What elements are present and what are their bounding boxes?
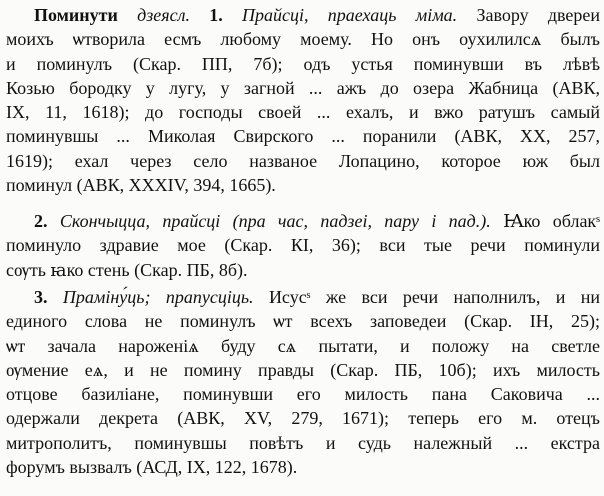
sense-3-number: 3.	[34, 287, 48, 307]
sense-1-text-line-7: поминул (АВК, XXXIV, 394, 1665).	[6, 175, 276, 196]
sense-1-gloss: Прайсці, праехаць міма.	[242, 5, 458, 25]
sense-1-number: 1.	[209, 5, 223, 25]
sense-1-text-line-0: Завору двереи	[457, 5, 601, 25]
sense-1-text-line-1: моихъ ѡтворила есмъ любому моему. Но онъ оухилилсѧ былъ	[6, 29, 600, 50]
sense-3-first-line	[6, 285, 600, 309]
sense-1-text-line-5: поминувшы ... Миколая Свирского ... поранили (АВК, XX, 257,	[6, 126, 600, 147]
sense-2-text-line-0: Ꙗко облакˢ	[490, 211, 600, 231]
sense-3-text-line-7: форумъ вызвалъ (АСД, IX, 122, 1678).	[6, 457, 298, 478]
sense-3-text-line-2: ѡт зачала нароженіѧ буду сѧ пытати, и положу на светле	[6, 335, 600, 356]
sense-1-text-line-4: IX, 11, 1618); до господы своей ... ехалъ, и вжо ратушъ самый	[6, 102, 600, 123]
sense-3-text-line-1: единого слова не поминулъ ѡт всехъ заповедеи (Скар. ІН, 25);	[6, 311, 600, 332]
part-of-speech: дзеясл.	[137, 5, 190, 25]
sense-3-text-line-0: Исусˢ же вси речи наполнилъ, и ни	[253, 287, 600, 307]
sense-3-text-line-4: отцове базиліане, поминувши его милость пана Саковича ...	[6, 384, 600, 405]
sense-3-text-line-5: одержали декрета (АВК, XV, 279, 1671); теперь его м. отецъ	[6, 408, 600, 429]
sense-3-text-line-3: ѹмение еѧ, и не помину правды (Скар. ПБ, 10б); ихъ милость	[6, 359, 600, 380]
sense-3-block	[6, 285, 600, 479]
sense-3-text-line-6: митрополитъ, поминувшы повѣтъ и судь належный ... екстра	[6, 432, 600, 453]
sense-3-gloss: Праміну́ць; прапусціць.	[62, 287, 254, 307]
sense-1-block	[6, 3, 600, 197]
headword: Поминути	[34, 5, 118, 25]
sense-1-text-line-3: Козью бородку у лугу, у загной ... ажъ до озера Жабница (АВК,	[6, 77, 600, 98]
sense-2-first-line	[6, 209, 600, 233]
sense-2-gloss: Скончыцца, прайсці (пра час, падзеі, пару і пад.).	[59, 211, 491, 231]
sense-1-text-line-2: и поминулъ (Скар. ПП, 7б); одъ устья поминувши въ лѣвѣ	[6, 53, 600, 74]
sense-2-block	[6, 209, 600, 282]
sense-1-text-line-6: 1619); ехал через село названое Лопацино, которое юж был	[6, 150, 600, 171]
sense-2-text-line-1: поминуло здравие мое (Скар. КІ, 36); вси тые речи поминули	[6, 235, 600, 256]
sense-2-text-line-2: сѹть ꙗко стень (Скар. ПБ, 8б).	[6, 259, 248, 280]
sense-1-first-line	[6, 3, 600, 27]
sense-2-number: 2.	[34, 211, 48, 231]
